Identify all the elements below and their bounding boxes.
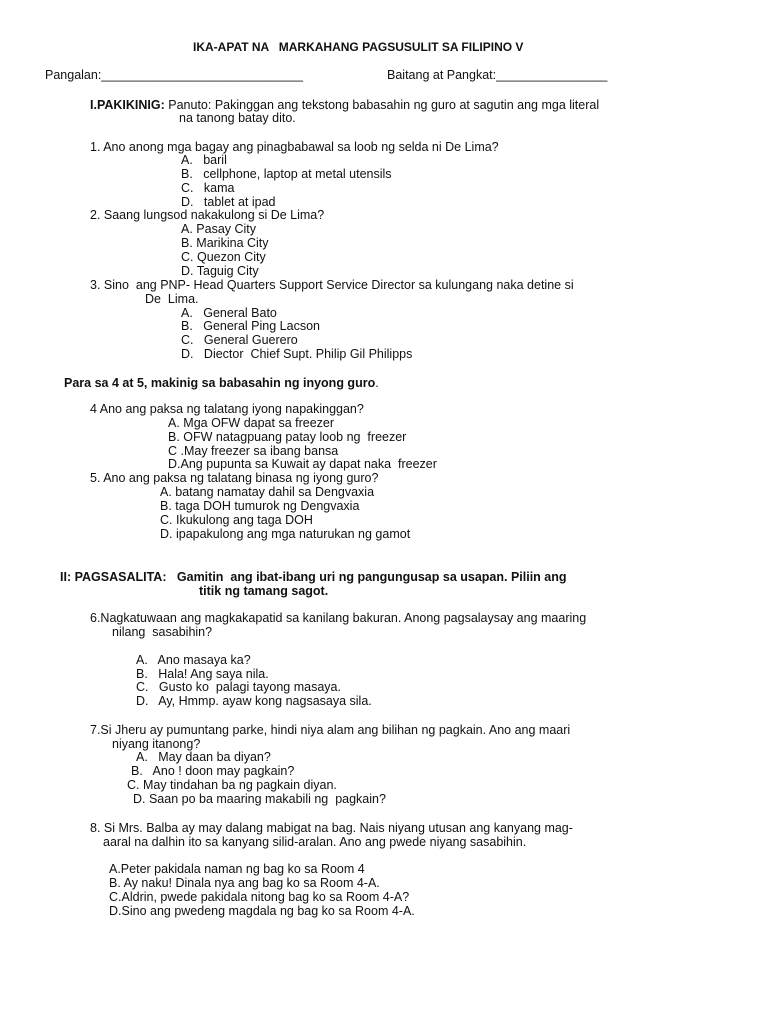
q2-choice-d: D. Taguig City xyxy=(181,264,259,278)
q5-choice-d: D. ipapakulong ang mga naturukan ng gamot xyxy=(160,527,411,541)
listening-note xyxy=(64,377,379,391)
part2-heading: II: PAGSASALITA: Gamitin ang ibat-ibang uri ng pangungusap sa usapan. Piliin ang xyxy=(60,570,567,584)
question-1: 1. Ano anong mga bagay ang pinagbabawal sa loob ng selda ni De Lima? xyxy=(90,140,499,154)
q7-choice-c: C. May tindahan ba ng pagkain diyan. xyxy=(127,778,337,792)
q8-choice-c: C.Aldrin, pwede pakidala nitong bag ko sa Room 4-A? xyxy=(109,890,410,904)
q4-choice-a: A. Mga OFW dapat sa freezer xyxy=(168,416,335,430)
q3-choice-b: B. General Ping Lacson xyxy=(181,319,320,333)
q4-choice-b: B. OFW natagpuang patay loob ng freezer xyxy=(168,430,407,444)
part1-instruction-text: Panuto: Pakinggan ang tekstong babasahin ng guro at sagutin ang mga literal xyxy=(164,98,600,112)
grade-section-field: Baitang at Pangkat:________________ xyxy=(387,68,608,82)
q6-choice-d: D. Ay, Hmmp. ayaw kong nagsasaya sila. xyxy=(136,694,372,708)
q7-choice-d: D. Saan po ba maaring makabili ng pagkain? xyxy=(133,792,386,806)
q5-choice-c: C. Ikukulong ang taga DOH xyxy=(160,513,313,527)
q3-choice-a: A. General Bato xyxy=(181,306,277,320)
q3-choice-d: D. Diector Chief Supt. Philip Gil Philipps xyxy=(181,347,413,361)
question-5: 5. Ano ang paksa ng talatang binasa ng iyong guro? xyxy=(90,471,379,485)
question-4: 4 Ano ang paksa ng talatang iyong napakinggan? xyxy=(90,402,364,416)
question-6-continued: nilang sasabihin? xyxy=(112,625,213,639)
part1-instruction-continued: na tanong batay dito. xyxy=(179,111,296,125)
q1-choice-a: A. baril xyxy=(181,153,227,167)
q2-choice-a: A. Pasay City xyxy=(181,222,257,236)
q3-choice-c: C. General Guerero xyxy=(181,333,298,347)
q5-choice-a: A. batang namatay dahil sa Dengvaxia xyxy=(160,485,375,499)
listening-note-text: Para sa 4 at 5, makinig sa babasahin ng inyong guro xyxy=(64,376,376,390)
part2-heading-continued: titik ng tamang sagot. xyxy=(199,584,329,598)
question-2: 2. Saang lungsod nakakulong si De Lima? xyxy=(90,208,325,222)
q6-choice-c: C. Gusto ko palagi tayong masaya. xyxy=(136,680,341,694)
q6-choice-a: A. Ano masaya ka? xyxy=(136,653,251,667)
q7-choice-a: A. May daan ba diyan? xyxy=(136,750,271,764)
page-title: IKA-APAT NA MARKAHANG PAGSUSULIT SA FILIPINO V xyxy=(193,40,524,54)
name-field: Pangalan:_____________________________ xyxy=(45,68,303,82)
q2-choice-b: B. Marikina City xyxy=(181,236,269,250)
q1-choice-d: D. tablet at ipad xyxy=(181,195,276,209)
q8-choice-a: A.Peter pakidala naman ng bag ko sa Room 4 xyxy=(109,862,365,876)
q1-choice-b: B. cellphone, laptop at metal utensils xyxy=(181,167,392,181)
question-3: 3. Sino ang PNP- Head Quarters Support Service Director sa kulungang naka detine si xyxy=(90,278,574,292)
q8-choice-b: B. Ay naku! Dinala nya ang bag ko sa Room 4-A. xyxy=(109,876,380,890)
q5-choice-b: B. taga DOH tumurok ng Dengvaxia xyxy=(160,499,360,513)
q4-choice-c: C .May freezer sa ibang bansa xyxy=(168,444,339,458)
question-7: 7.Si Jheru ay pumuntang parke, hindi niya alam ang bilihan ng pagkain. Ano ang maari xyxy=(90,723,571,737)
question-8: 8. Si Mrs. Balba ay may dalang mabigat na bag. Nais niyang utusan ang kanyang mag- xyxy=(90,821,573,835)
listening-note-period: . xyxy=(375,376,379,390)
q6-choice-b: B. Hala! Ang saya nila. xyxy=(136,667,269,681)
question-8-continued: aaral na dalhin ito sa kanyang silid-aralan. Ano ang pwede niyang sasabihin. xyxy=(103,835,527,849)
part1-instructions xyxy=(90,99,599,113)
q8-choice-d: D.Sino ang pwedeng magdala ng bag ko sa Room 4-A. xyxy=(109,904,415,918)
question-7-continued: niyang itanong? xyxy=(112,737,201,751)
q7-choice-b: B. Ano ! doon may pagkain? xyxy=(131,764,295,778)
q2-choice-c: C. Quezon City xyxy=(181,250,266,264)
question-3-continued: De Lima. xyxy=(145,292,199,306)
q4-choice-d: D.Ang pupunta sa Kuwait ay dapat naka freezer xyxy=(168,457,437,471)
question-6: 6.Nagkatuwaan ang magkakapatid sa kanilang bakuran. Anong pagsalaysay ang maaring xyxy=(90,611,587,625)
q1-choice-c: C. kama xyxy=(181,181,235,195)
part1-heading: I.PAKIKINIG: xyxy=(90,98,165,112)
